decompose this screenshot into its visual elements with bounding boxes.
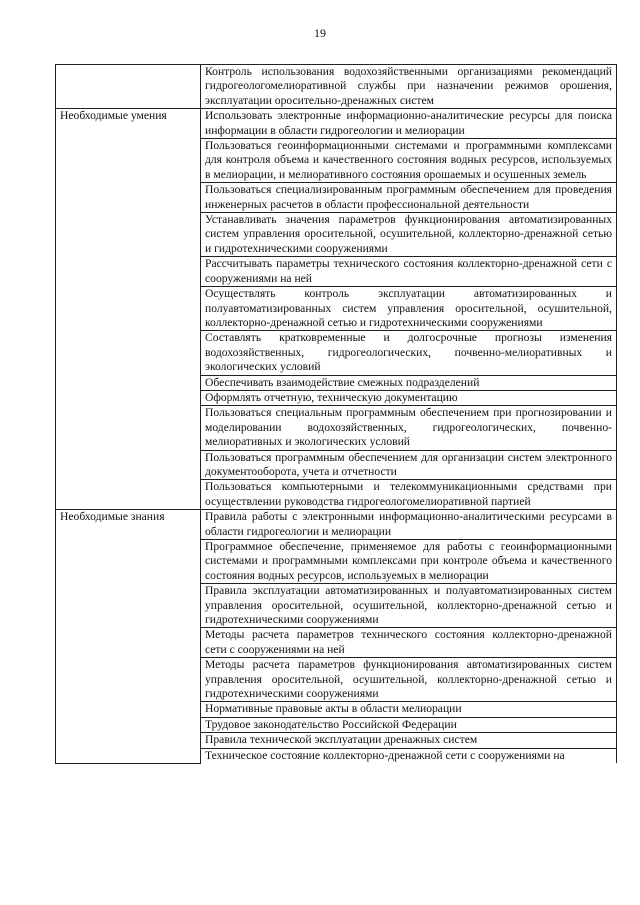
empty-label-cell bbox=[56, 65, 201, 109]
skill-item: Пользоваться компьютерными и телекоммуникационными средствами при осуществлении руководства гидрогеологомелиоративной партией bbox=[201, 480, 617, 510]
skill-item: Устанавливать значения параметров функционирования автоматизированных систем управления оросительной, осушительной, коллекторно-дренажной сетью и гидротехническими сооружениями bbox=[201, 213, 617, 257]
knowledge-label: Необходимые знания bbox=[56, 510, 201, 763]
knowledge-item: Программное обеспечение, применяемое для работы с геоинформационными системами и программными комплексами при контроле объема и качественного состояния водных ресурсов, используемых в мелиорации bbox=[201, 540, 617, 584]
knowledge-item: Правила работы с электронными информационно-аналитическими ресурсами в области гидрогеологии и мелиорации bbox=[201, 510, 617, 540]
competency-table bbox=[55, 64, 617, 764]
skill-item: Обеспечивать взаимодействие смежных подразделений bbox=[201, 375, 617, 390]
knowledge-item: Трудовое законодательство Российской Федерации bbox=[201, 717, 617, 732]
knowledge-item: Методы расчета параметров технического состояния коллекторно-дренажной сети с сооружениями на ней bbox=[201, 628, 617, 658]
table-row bbox=[56, 65, 617, 109]
knowledge-item: Правила технической эксплуатации дренажных систем bbox=[201, 733, 617, 748]
skill-item: Осуществлять контроль эксплуатации автоматизированных и полуавтоматизированных систем управления оросительной, осушительной, коллекторно-дренажной сетью и гидротехническими сооружениями bbox=[201, 287, 617, 331]
skill-item: Рассчитывать параметры технического состояния коллекторно-дренажной сети с сооружениями на ней bbox=[201, 257, 617, 287]
knowledge-item: Правила эксплуатации автоматизированных и полуавтоматизированных систем управления оросительной, осушительной, коллекторно-дренажной сетью и гидротехническими сооружениями bbox=[201, 584, 617, 628]
knowledge-item: Методы расчета параметров функционирования автоматизированных систем управления оросительной, осушительной, коллекторно-дренажной сетью и гидротехническими сооружениями bbox=[201, 658, 617, 702]
skill-item: Пользоваться специальным программным обеспечением при прогнозировании и моделировании водохозяйственных, гидрогеологических, почвенно-мелиоративных и экологических условий bbox=[201, 406, 617, 450]
table-row bbox=[56, 109, 617, 139]
skills-label: Необходимые умения bbox=[56, 109, 201, 510]
page-number: 19 bbox=[314, 26, 326, 40]
labor-action-item: Контроль использования водохозяйственными организациями рекомендаций гидрогеологомелиоративной службы при назначении режимов орошения, эксплуатации оросительно-дренажных систем bbox=[201, 65, 617, 109]
skill-item: Использовать электронные информационно-аналитические ресурсы для поиска информации в области гидрогеологии и мелиорации bbox=[201, 109, 617, 139]
skill-item: Пользоваться специализированным программным обеспечением для проведения инженерных расчетов в области профессиональной деятельности bbox=[201, 183, 617, 213]
table-row bbox=[56, 510, 617, 540]
skill-item: Пользоваться геоинформационными системами и программными комплексами для контроля объема и качественного состояния водных ресурсов, используемых в мелиорации, и мелиоративного состояния орошаемых и осушенных земель bbox=[201, 139, 617, 183]
knowledge-item: Техническое состояние коллекторно-дренажной сети с сооружениями на bbox=[201, 748, 617, 763]
skill-item: Оформлять отчетную, техническую документацию bbox=[201, 390, 617, 405]
skill-item: Пользоваться программным обеспечением для организации систем электронного документооборота, учета и отчетности bbox=[201, 450, 617, 480]
knowledge-item: Нормативные правовые акты в области мелиорации bbox=[201, 702, 617, 717]
skill-item: Составлять кратковременные и долгосрочные прогнозы изменения водохозяйственных, гидрогеологических, почвенно-мелиоративных и экологических условий bbox=[201, 331, 617, 375]
